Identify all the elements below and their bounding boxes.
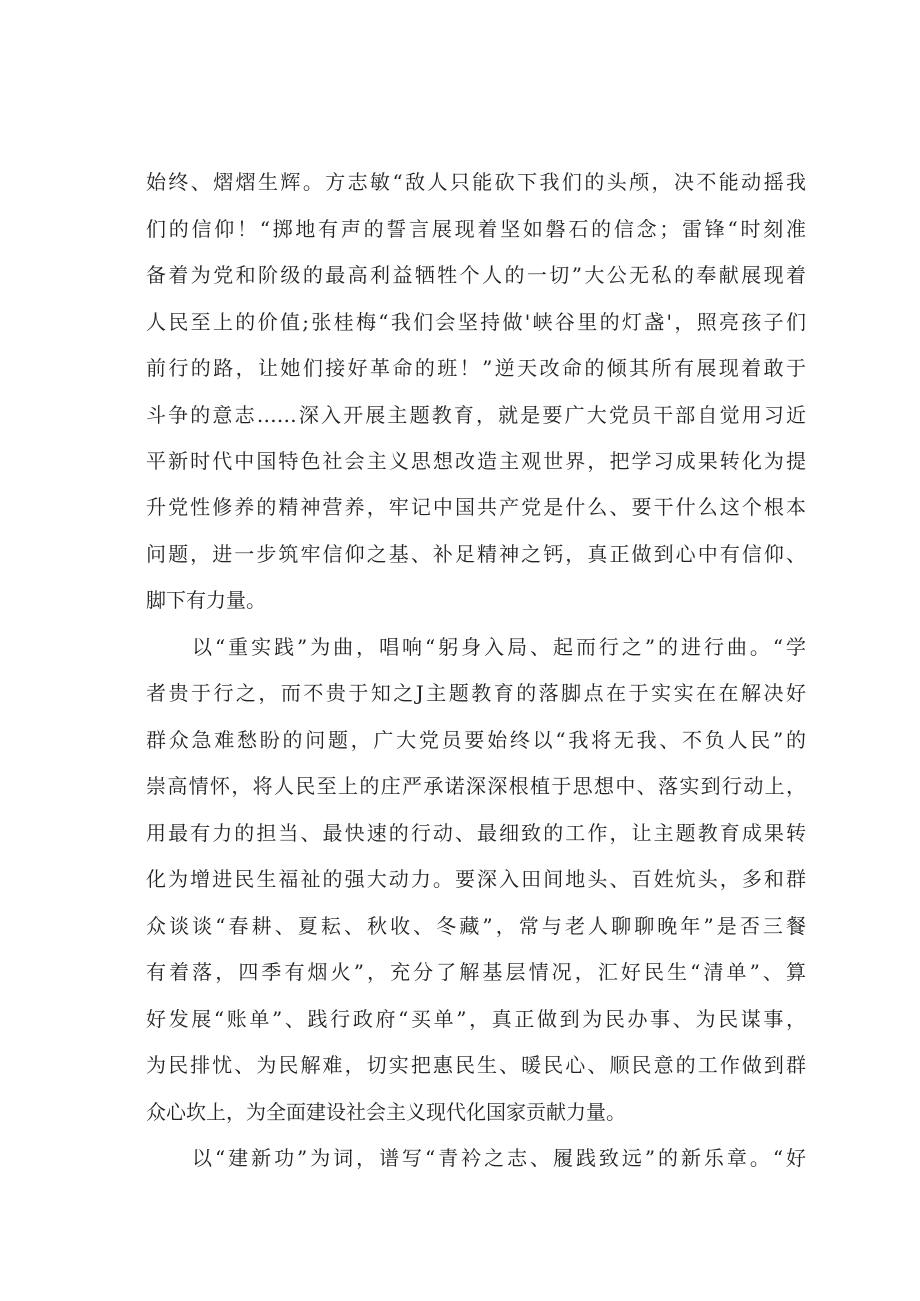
- text-line: 好发展“账单”、践行政府“买单”，真正做到为民办事、为民谋事，: [146, 1007, 806, 1031]
- text-line: 人民至上的价值;张桂梅“我们会坚持做'峡谷里的灯盏'，照亮孩子们: [146, 310, 806, 334]
- text-line: 前行的路，让她们接好革命的班！”逆天改命的倾其所有展现着敢于: [146, 356, 806, 380]
- text-line: 有着落，四季有烟火”，充分了解基层情况，汇好民生“清单”、算: [146, 960, 806, 984]
- text-line: 用最有力的担当、最快速的行动、最细致的工作，让主题教育成果转: [146, 821, 806, 845]
- text-line: 斗争的意志……深入开展主题教育，就是要广大党员干部自觉用习近: [146, 403, 806, 427]
- text-line: 群众急难愁盼的问题，广大党员要始终以“我将无我、不负人民”的: [146, 728, 806, 752]
- text-line: 们的信仰！“掷地有声的誓言展现着坚如磐石的信念；雷锋“时刻准: [146, 217, 806, 241]
- text-line: 众心坎上，为全面建设社会主义现代化国家贡献力量。: [146, 1100, 626, 1124]
- text-line: 备着为党和阶级的最高利益牺牲个人的一切”大公无私的奉献展现着: [146, 263, 806, 287]
- text-line: 为民排忧、为民解难，切实把惠民生、暖民心、顺民意的工作做到群: [146, 1053, 806, 1077]
- text-line: 问题，进一步筑牢信仰之基、补足精神之钙，真正做到心中有信仰、: [146, 542, 806, 566]
- text-line: 者贵于行之，而不贵于知之J主题教育的落脚点在于实实在在解决好: [146, 681, 806, 705]
- text-line: 脚下有力量。: [146, 588, 266, 612]
- text-line: 崇高情怀，将人民至上的庄严承诺深深根植于思想中、落实到行动上，: [146, 774, 806, 798]
- text-line: 众谈谈“春耕、夏耘、秋收、冬藏”，常与老人聊聊晚年”是否三餐: [146, 914, 806, 938]
- paragraph-first-line: 以“建新功”为词，谱写“青衿之志、履践致远”的新乐章。“好: [192, 1146, 806, 1170]
- text-line: 平新时代中国特色社会主义思想改造主观世界，把学习成果转化为提: [146, 449, 806, 473]
- paragraph-first-line: 以“重实践”为曲，唱响“躬身入局、起而行之”的进行曲。“学: [192, 635, 806, 659]
- text-line: 升党性修养的精神营养，牢记中国共产党是什么、要干什么这个根本: [146, 495, 806, 519]
- text-line: 化为增进民生福祉的强大动力。要深入田间地头、百姓炕头，多和群: [146, 867, 806, 891]
- text-line: 始终、熠熠生辉。方志敏“敌人只能砍下我们的头颅，决不能动摇我: [146, 170, 806, 194]
